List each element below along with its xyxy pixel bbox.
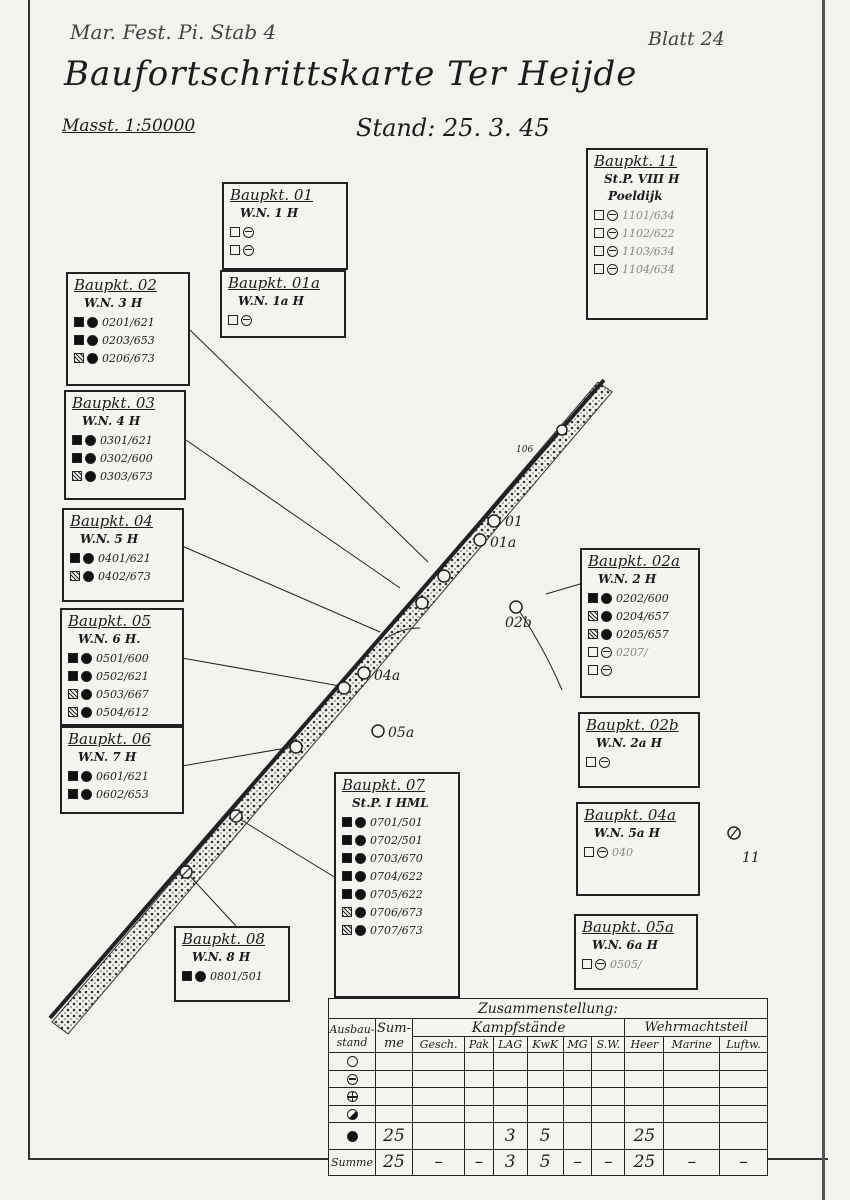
status-circle-filled bbox=[355, 889, 366, 900]
baupkt-box-06 bbox=[60, 726, 184, 814]
bunker-entry bbox=[68, 767, 176, 785]
site-04a bbox=[338, 682, 350, 694]
summary-title: Zusammenstellung: bbox=[329, 999, 768, 1019]
bunker-entry bbox=[70, 567, 176, 585]
baupkt-box-02 bbox=[66, 272, 190, 386]
summary-total-heer: 25 bbox=[625, 1149, 664, 1175]
status-symbol-open-circle bbox=[347, 1056, 358, 1067]
baupkt-box-07 bbox=[334, 772, 460, 998]
bunker-entry bbox=[594, 206, 700, 224]
type-square-filled bbox=[342, 853, 352, 863]
type-square-hatch bbox=[74, 353, 84, 363]
bunker-entry bbox=[342, 831, 452, 849]
site-04 bbox=[358, 667, 370, 679]
status-circle-filled bbox=[355, 925, 366, 936]
summary-col-marine: Marine bbox=[664, 1037, 720, 1053]
summary-complete-lag: 3 bbox=[493, 1123, 527, 1149]
site-01 bbox=[488, 515, 500, 527]
bunker-code: 0707/673 bbox=[370, 923, 423, 937]
summary-total-lag: 3 bbox=[493, 1149, 527, 1175]
bunker-entry bbox=[342, 867, 452, 885]
leader-line-04 bbox=[182, 546, 380, 632]
bunker-code: 0401/621 bbox=[98, 551, 151, 565]
baupkt-title: Baupkt. 05a bbox=[582, 918, 674, 936]
baupkt-title: Baupkt. 02a bbox=[588, 552, 680, 570]
leader-line-02 bbox=[190, 330, 428, 562]
type-square-empty bbox=[586, 757, 596, 767]
bunker-code: 0703/670 bbox=[370, 851, 423, 865]
status-circle-filled bbox=[601, 629, 612, 640]
bunker-entry bbox=[182, 967, 282, 985]
label-site-01: 01 bbox=[505, 514, 523, 530]
bunker-entry bbox=[68, 667, 176, 685]
baupkt-title: Baupkt. 08 bbox=[182, 930, 265, 948]
site-02b bbox=[510, 601, 522, 613]
bunker-code: 0202/600 bbox=[616, 591, 669, 605]
baupkt-box-08 bbox=[174, 926, 290, 1002]
bunker-entry bbox=[588, 589, 692, 607]
bunker-code: 0205/657 bbox=[616, 627, 669, 641]
status-circle-filled bbox=[83, 571, 94, 582]
status-circle-filled bbox=[85, 435, 96, 446]
type-square-filled bbox=[342, 871, 352, 881]
summary-col-kwk: KwK bbox=[527, 1037, 563, 1053]
baupkt-box-03 bbox=[64, 390, 186, 500]
label-site-106: 106 bbox=[516, 445, 534, 455]
summary-col-pak: Pak bbox=[465, 1037, 494, 1053]
type-square-empty bbox=[594, 210, 604, 220]
baupkt-title: Baupkt. 04a bbox=[584, 806, 676, 824]
baupkt-title: Baupkt. 01 bbox=[230, 186, 313, 204]
bunker-entry bbox=[342, 849, 452, 867]
status-circle-filled bbox=[81, 671, 92, 682]
type-square-empty bbox=[228, 315, 238, 325]
bunker-code: 0702/501 bbox=[370, 833, 423, 847]
bunker-code: 0402/673 bbox=[98, 569, 151, 583]
site-06 bbox=[290, 741, 302, 753]
status-circle-theta bbox=[601, 665, 612, 676]
baupkt-title: Baupkt. 05 bbox=[68, 612, 151, 630]
status-circle-theta bbox=[597, 847, 608, 858]
bunker-code: 0206/673 bbox=[102, 351, 155, 365]
bunker-entry bbox=[230, 223, 340, 241]
type-square-empty bbox=[584, 847, 594, 857]
status-symbol-half-circle bbox=[347, 1109, 358, 1120]
bunker-entry bbox=[70, 549, 176, 567]
bunker-entry bbox=[588, 661, 692, 679]
status-circle-filled bbox=[355, 853, 366, 864]
status-circle-filled bbox=[355, 907, 366, 918]
type-square-filled bbox=[72, 435, 82, 445]
bunker-entry bbox=[588, 607, 692, 625]
summary-col-sw: S.W. bbox=[592, 1037, 625, 1053]
status-circle-theta bbox=[243, 245, 254, 256]
type-square-filled bbox=[588, 593, 598, 603]
type-square-filled bbox=[72, 453, 82, 463]
bunker-entry bbox=[342, 813, 452, 831]
baupkt-title: Baupkt. 03 bbox=[72, 394, 155, 412]
status-circle-filled bbox=[355, 817, 366, 828]
status-circle-filled bbox=[87, 317, 98, 328]
status-circle-theta bbox=[599, 757, 610, 768]
bunker-entry bbox=[72, 467, 178, 485]
status-symbol-cross-circle bbox=[347, 1091, 358, 1102]
summary-row-complete bbox=[329, 1123, 768, 1149]
type-square-filled bbox=[342, 817, 352, 827]
status-circle-filled bbox=[601, 611, 612, 622]
status-circle-filled bbox=[87, 335, 98, 346]
status-circle-theta bbox=[607, 246, 618, 257]
status-circle-filled bbox=[85, 453, 96, 464]
sheet-number: Blatt 24 bbox=[648, 28, 725, 50]
bunker-entry bbox=[68, 703, 176, 721]
type-square-filled bbox=[68, 789, 78, 799]
status-circle-theta bbox=[607, 228, 618, 239]
type-square-hatch bbox=[72, 471, 82, 481]
baupkt-position-code: W.N. 5 H bbox=[80, 532, 139, 546]
baupkt-box-04a bbox=[576, 802, 700, 896]
status-circle-filled bbox=[81, 789, 92, 800]
bunker-code: 1103/634 bbox=[622, 244, 675, 258]
type-square-empty bbox=[594, 246, 604, 256]
status-circle-filled bbox=[81, 689, 92, 700]
status-circle-filled bbox=[355, 871, 366, 882]
type-square-hatch bbox=[588, 611, 598, 621]
type-square-empty bbox=[582, 959, 592, 969]
bunker-code: 0204/657 bbox=[616, 609, 669, 623]
bunker-entry bbox=[586, 753, 692, 771]
bunker-code: 1102/622 bbox=[622, 226, 675, 240]
summary-col-gesch: Gesch. bbox=[413, 1037, 465, 1053]
summary-total-sw: – bbox=[592, 1149, 625, 1175]
bunker-entry bbox=[74, 349, 182, 367]
leader-line-05 bbox=[182, 658, 340, 686]
baupkt-position-code: W.N. 1 H bbox=[240, 206, 299, 220]
baupkt-position-code: W.N. 1a H bbox=[238, 294, 304, 308]
label-site-01a: 01a bbox=[490, 535, 517, 551]
type-square-filled bbox=[342, 835, 352, 845]
summary-total-marine: – bbox=[664, 1149, 720, 1175]
bunker-code: 0502/621 bbox=[96, 669, 149, 683]
bunker-code: 0301/621 bbox=[100, 433, 153, 447]
summary-total-gesch: – bbox=[413, 1149, 465, 1175]
bunker-entry bbox=[74, 313, 182, 331]
type-square-filled bbox=[68, 653, 78, 663]
bunker-entry bbox=[230, 241, 340, 259]
bunker-code: 0705/622 bbox=[370, 887, 423, 901]
summary-col-luftw: Luftw. bbox=[720, 1037, 768, 1053]
bunker-code: 0706/673 bbox=[370, 905, 423, 919]
bunker-code: 0203/653 bbox=[102, 333, 155, 347]
bunker-entry bbox=[228, 311, 338, 329]
type-square-hatch bbox=[342, 925, 352, 935]
type-square-filled bbox=[182, 971, 192, 981]
map-scale: Masst. 1:50000 bbox=[62, 116, 196, 136]
bunker-entry bbox=[342, 903, 452, 921]
type-square-hatch bbox=[70, 571, 80, 581]
baupkt-position-code: St.P. I HML bbox=[352, 796, 429, 810]
summary-group-branch: Wehrmachtsteil bbox=[625, 1019, 768, 1037]
bunker-code: 040 bbox=[612, 845, 633, 859]
bunker-code: 0601/621 bbox=[96, 769, 149, 783]
site-05a bbox=[372, 725, 384, 737]
site-106 bbox=[557, 425, 567, 435]
label-site-11: 11 bbox=[742, 850, 760, 866]
baupkt-title: Baupkt. 01a bbox=[228, 274, 320, 292]
summary-col-lag: LAG bbox=[493, 1037, 527, 1053]
baupkt-box-04 bbox=[62, 508, 184, 602]
summary-col-heer: Heer bbox=[625, 1037, 664, 1053]
bunker-entry bbox=[74, 331, 182, 349]
type-square-filled bbox=[68, 671, 78, 681]
bunker-entry bbox=[582, 955, 690, 973]
site-01a bbox=[474, 534, 486, 546]
label-site-05a: 05a bbox=[388, 725, 415, 741]
site-02 bbox=[438, 570, 450, 582]
summary-total-pak: – bbox=[465, 1149, 494, 1175]
bunker-code: 0504/612 bbox=[96, 705, 149, 719]
summary-col-status: Ausbau-stand bbox=[329, 1019, 376, 1053]
baupkt-position-code: W.N. 7 H bbox=[78, 750, 137, 764]
summary-complete-heer: 25 bbox=[625, 1123, 664, 1149]
baupkt-position-code: W.N. 5a H bbox=[594, 826, 660, 840]
type-square-filled bbox=[342, 889, 352, 899]
status-circle-theta bbox=[595, 959, 606, 970]
bunker-code: 0701/501 bbox=[370, 815, 423, 829]
baupkt-title: Baupkt. 07 bbox=[342, 776, 425, 794]
status-circle-filled bbox=[81, 771, 92, 782]
bunker-code: 0207/ bbox=[616, 645, 648, 659]
status-circle-filled bbox=[355, 835, 366, 846]
bunker-entry bbox=[68, 785, 176, 803]
leader-line-07 bbox=[238, 818, 336, 878]
bunker-code: 0302/600 bbox=[100, 451, 153, 465]
leader-line-08 bbox=[188, 874, 236, 926]
summary-total-mg: – bbox=[563, 1149, 591, 1175]
bunker-entry bbox=[588, 625, 692, 643]
baupkt-position-code: W.N. 3 H bbox=[84, 296, 143, 310]
status-circle-theta bbox=[241, 315, 252, 326]
summary-complete-sum: 25 bbox=[376, 1123, 413, 1149]
bunker-entry bbox=[72, 449, 178, 467]
bunker-entry bbox=[342, 921, 452, 939]
type-square-hatch bbox=[68, 707, 78, 717]
bunker-code: 0602/653 bbox=[96, 787, 149, 801]
bunker-entry bbox=[342, 885, 452, 903]
bunker-code: 1104/634 bbox=[622, 262, 675, 276]
status-circle-filled bbox=[195, 971, 206, 982]
baupkt-position-code: W.N. 2a H bbox=[596, 736, 662, 750]
baupkt-position-code: W.N. 4 H bbox=[82, 414, 141, 428]
label-site-04a: 04a bbox=[374, 668, 401, 684]
baupkt-box-11 bbox=[586, 148, 708, 320]
bunker-entry bbox=[68, 649, 176, 667]
status-circle-theta bbox=[243, 227, 254, 238]
status-circle-theta bbox=[601, 647, 612, 658]
bunker-code: 0801/501 bbox=[210, 969, 263, 983]
status-circle-filled bbox=[81, 707, 92, 718]
type-square-empty bbox=[588, 647, 598, 657]
leader-line-03 bbox=[186, 440, 400, 588]
baupkt-box-05a bbox=[574, 914, 698, 990]
type-square-filled bbox=[74, 335, 84, 345]
status-circle-filled bbox=[85, 471, 96, 482]
bunker-code: 0303/673 bbox=[100, 469, 153, 483]
bunker-entry bbox=[584, 843, 692, 861]
bunker-entry bbox=[594, 242, 700, 260]
type-square-hatch bbox=[588, 629, 598, 639]
bunker-entry bbox=[588, 643, 692, 661]
summary-total-label: Summe bbox=[329, 1149, 376, 1175]
type-square-empty bbox=[230, 227, 240, 237]
status-circle-theta bbox=[607, 264, 618, 275]
type-square-hatch bbox=[68, 689, 78, 699]
baupkt-box-02b bbox=[578, 712, 700, 788]
type-square-filled bbox=[74, 317, 84, 327]
type-square-filled bbox=[68, 771, 78, 781]
baupkt-title: Baupkt. 02 bbox=[74, 276, 157, 294]
unit-header: Mar. Fest. Pi. Stab 4 bbox=[70, 20, 277, 44]
bunker-code: 0201/621 bbox=[102, 315, 155, 329]
summary-total-sum: 25 bbox=[376, 1149, 413, 1175]
summary-col-mg: MG bbox=[563, 1037, 591, 1053]
summary-group-combat: Kampfstände bbox=[413, 1019, 625, 1037]
type-square-empty bbox=[594, 264, 604, 274]
summary-complete-kwk: 5 bbox=[527, 1123, 563, 1149]
baupkt-position-code: St.P. VIII H bbox=[604, 172, 680, 186]
baupkt-place-name: Poeldijk bbox=[608, 189, 663, 203]
baupkt-title: Baupkt. 04 bbox=[70, 512, 153, 530]
map-title: Baufortschrittskarte Ter Heijde bbox=[64, 54, 638, 94]
bunker-entry bbox=[594, 260, 700, 278]
baupkt-title: Baupkt. 02b bbox=[586, 716, 679, 734]
status-circle-filled bbox=[81, 653, 92, 664]
bunker-entry bbox=[68, 685, 176, 703]
baupkt-position-code: W.N. 2 H bbox=[598, 572, 657, 586]
type-square-filled bbox=[70, 553, 80, 563]
bunker-entry bbox=[72, 431, 178, 449]
status-circle-filled bbox=[601, 593, 612, 604]
summary-total-luftw: – bbox=[720, 1149, 768, 1175]
summary-row-total bbox=[329, 1149, 768, 1175]
type-square-empty bbox=[230, 245, 240, 255]
summary-total-kwk: 5 bbox=[527, 1149, 563, 1175]
status-circle-filled bbox=[83, 553, 94, 564]
status-circle-theta bbox=[607, 210, 618, 221]
bunker-code: 0704/622 bbox=[370, 869, 423, 883]
baupkt-box-02a bbox=[580, 548, 700, 698]
summary-col-sum: Sum-me bbox=[377, 1020, 411, 1051]
bunker-entry bbox=[594, 224, 700, 242]
type-square-empty bbox=[594, 228, 604, 238]
baupkt-box-01 bbox=[222, 182, 348, 270]
status-symbol-filled-circle bbox=[347, 1131, 358, 1142]
status-circle-filled bbox=[87, 353, 98, 364]
leader-line-02a bbox=[546, 584, 580, 594]
baupkt-title: Baupkt. 06 bbox=[68, 730, 151, 748]
map-status-date: Stand: 25. 3. 45 bbox=[356, 114, 550, 142]
bunker-code: 1101/634 bbox=[622, 208, 675, 222]
bunker-code: 0505/ bbox=[610, 957, 642, 971]
site-03 bbox=[416, 597, 428, 609]
status-symbol-theta-circle bbox=[347, 1074, 358, 1085]
baupkt-position-code: W.N. 6 H. bbox=[78, 632, 141, 646]
baupkt-title: Baupkt. 11 bbox=[594, 152, 677, 170]
baupkt-box-05 bbox=[60, 608, 184, 726]
baupkt-position-code: W.N. 8 H bbox=[192, 950, 251, 964]
bunker-code: 0501/600 bbox=[96, 651, 149, 665]
bunker-code: 0503/667 bbox=[96, 687, 149, 701]
baupkt-position-code: W.N. 6a H bbox=[592, 938, 658, 952]
baupkt-box-01a bbox=[220, 270, 346, 338]
summary-table bbox=[328, 998, 768, 1176]
type-square-empty bbox=[588, 665, 598, 675]
label-site-02b: 02b bbox=[505, 615, 532, 631]
type-square-hatch bbox=[342, 907, 352, 917]
